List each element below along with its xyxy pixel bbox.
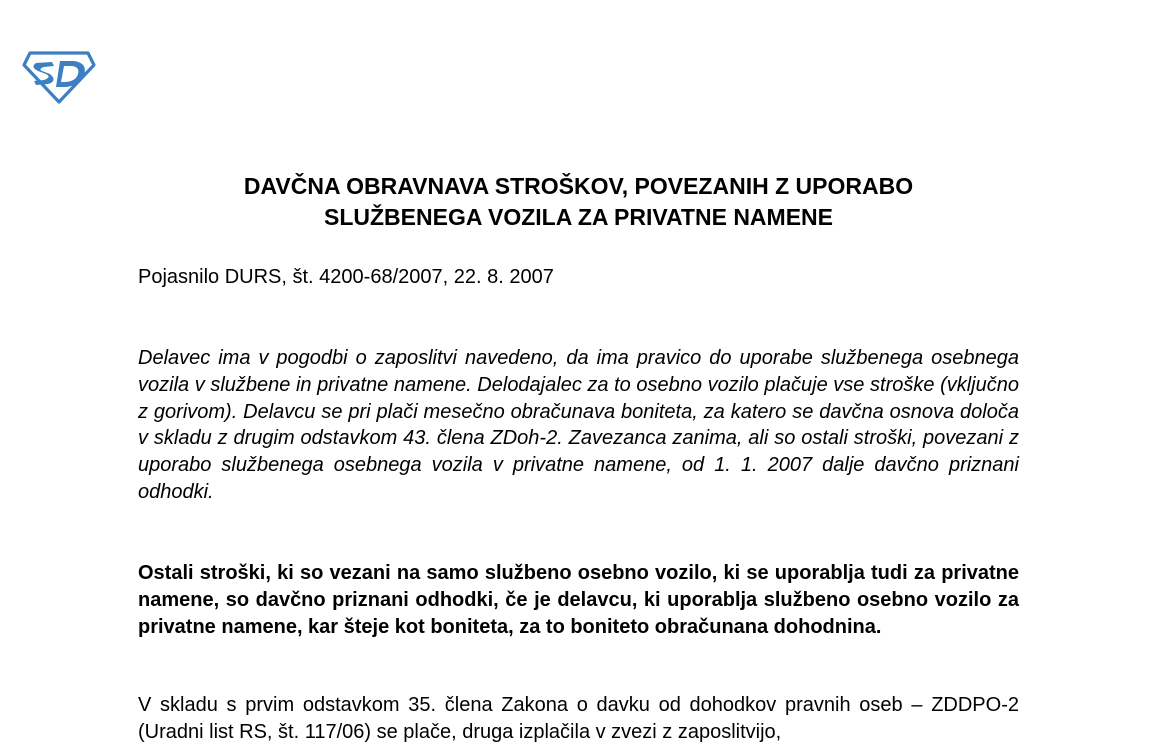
answer-paragraph: Ostali stroški, ki so vezani na samo službeno osebno vozilo, ki se uporablja tudi za privatne namene, so davčno priznani odhodki, če je delavcu, ki uporablja službeno osebno vozilo za privatne namene, kar šteje kot boniteta, za to boniteto obračunana dohodnina.	[138, 562, 1019, 638]
title-line-2: SLUŽBENEGA VOZILA ZA PRIVATNE NAMENE	[324, 204, 833, 230]
title-line-1: DAVČNA OBRAVNAVA STROŠKOV, POVEZANIH Z UPORABO	[243, 173, 914, 199]
sd-diamond-logo-icon	[22, 47, 96, 105]
document-title	[0, 171, 1157, 233]
question-paragraph: Delavec ima v pogodbi o zaposlitvi navedeno, da ima pravico do uporabe službenega osebnega vozila v službene in privatne namene. Delodajalec za to osebno vozilo plačuje vse stroške (vključno z gorivom). Delavcu se pri plači mesečno obračunava boniteta, za katero se davčna osnova določa v skladu z drugim odstavkom 43. člena ZDoh-2. Zavezanca zanima, ali so ostali stroški, povezani z uporabo službenega osebnega vozila v privatne namene, od 1. 1. 2007 dalje davčno priznani odhodki.	[138, 347, 1019, 503]
legal-paragraph: V skladu s prvim odstavkom 35. člena Zakona o davku od dohodkov pravnih oseb – ZDDPO-2 (Uradni list RS, št. 117/06) se plače, druga izplačila v zvezi z zaposlitvijo,	[138, 694, 1019, 743]
document-subtitle: Pojasnilo DURS, št. 4200-68/2007, 22. 8. 2007	[138, 266, 554, 288]
